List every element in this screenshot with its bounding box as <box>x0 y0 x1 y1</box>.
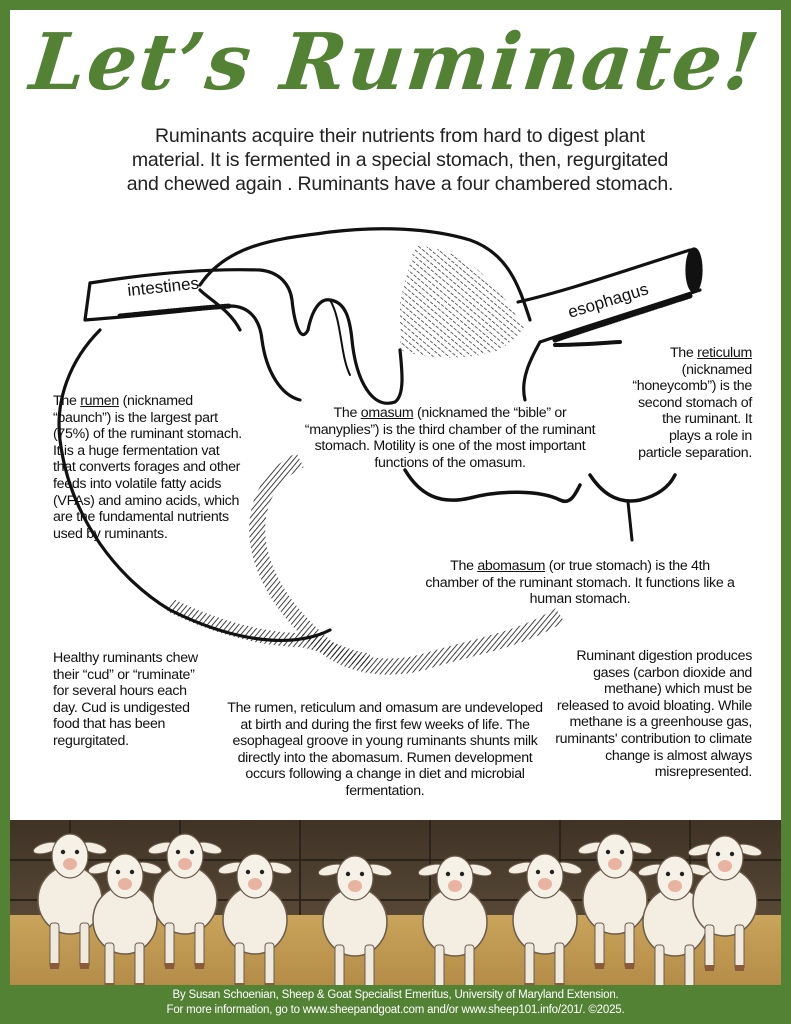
rumen-term: rumen <box>80 393 119 409</box>
development-note: The rumen, reticulum and omasum are undeveloped at birth and during the first few weeks of life. The esophageal groove in young ruminants shunts milk directly into the abomasum. Rumen development occurs following a change in diet and microbial fermentation. <box>227 700 543 799</box>
omasum-body: (nicknamed the “bible” or “manyplies”) is the third chamber of the ruminant stomach. Motility is one of the most important functions of the omasum. <box>304 405 596 471</box>
rumen-note <box>53 393 243 542</box>
abomasum-prefix: The <box>450 558 478 574</box>
abomasum-body: (or true stomach) is the 4th chamber of the ruminant stomach. It functions like a human stomach. <box>425 558 735 608</box>
esophagus-label: esophagus <box>565 279 651 322</box>
lambs-picture-icon <box>10 820 781 985</box>
gases-note: Ruminant digestion produces gases (carbon dioxide and methane) which must be released to avoid bloating. While methane is a greenhouse gas, ruminants' contribution to climate change is almost always misrepresented. <box>555 648 752 781</box>
intro-line-3: and chewed again . Ruminants have a four chambered stomach. <box>126 173 674 195</box>
reticulum-body: (nicknamed “honeycomb”) is the second stomach of the ruminant. It plays a role in particle separation. <box>632 361 752 461</box>
intestines-label: intestines <box>126 273 200 300</box>
reticulum-prefix: The <box>669 345 698 361</box>
footer-line-1: By Susan Schoenian, Sheep & Goat Specialist Emeritus, University of Maryland Extension. <box>172 989 619 1001</box>
lambs-in-barn-illustration <box>10 820 781 985</box>
omasum-term: omasum <box>360 405 414 421</box>
reticulum-outline <box>524 342 540 400</box>
abomasum-term: abomasum <box>477 558 546 574</box>
omasum-prefix: The <box>333 405 361 421</box>
intro-line-2: material. It is fermented in a special stomach, then, regurgitated <box>131 149 669 171</box>
footer-credits <box>0 988 791 1018</box>
intro-line-1: Ruminants acquire their nutrients from hard to digest plant <box>154 125 646 147</box>
rumen-body: (nicknamed “paunch”) is the largest part (75%) of the ruminant stomach. It is a huge fermentation vat that converts forages and other feeds into volatile fatty acids (VFAs) and amino acids, which are the fundamental nutrients used by ruminants. <box>53 393 242 542</box>
page-title: Let’s Ruminate! <box>25 17 766 108</box>
abomasum-note <box>425 558 735 608</box>
cud-note: Healthy ruminants chew their “cud” or “ruminate” for several hours each day. Cud is undigested food that has been regurgitated. <box>53 650 198 749</box>
rumen-prefix: The <box>53 393 81 409</box>
reticulum-term: reticulum <box>697 345 752 361</box>
omasum-shading <box>400 245 525 358</box>
omasum-note <box>300 405 600 471</box>
reticulum-note <box>630 345 752 461</box>
footer-line-2: For more information, go to www.sheepandgoat.com and/or www.sheep101.info/201/. ©2025. <box>166 1004 625 1016</box>
